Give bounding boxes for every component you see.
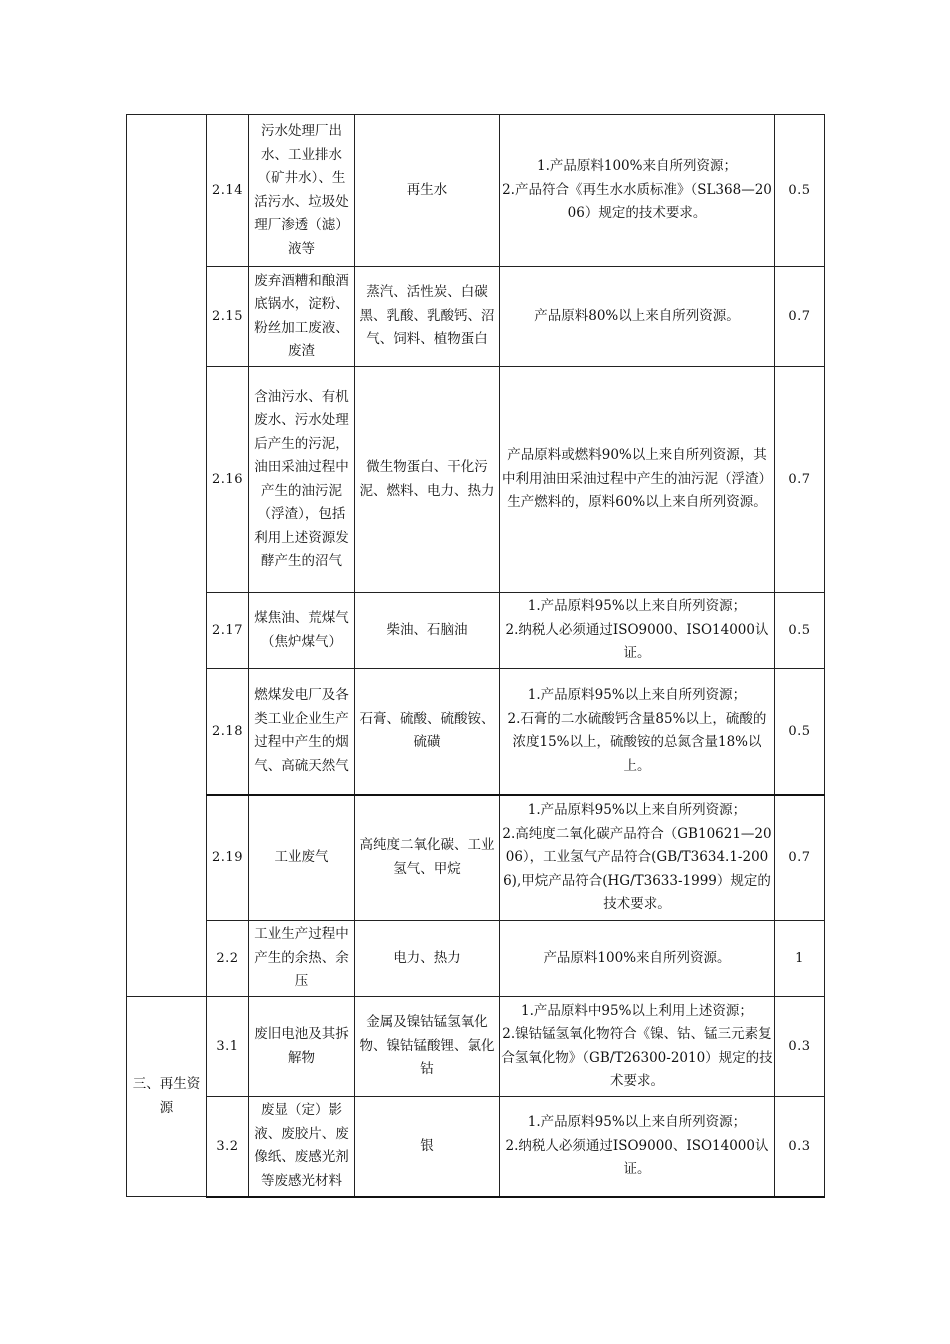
table-row [127, 997, 825, 1097]
resource-cell: 废弃酒糟和酿酒底锅水，淀粉、粉丝加工废液、废渣 [249, 267, 355, 367]
resource-cell: 工业废气 [249, 795, 355, 921]
item-code: 2.14 [207, 115, 249, 267]
requirement-line: 产品原料100%来自所列资源。 [543, 949, 731, 966]
product-cell: 银 [355, 1097, 500, 1197]
product-cell: 电力、热力 [355, 921, 500, 997]
category-cell [127, 115, 207, 997]
ratio-cell: 0.5 [775, 669, 825, 795]
requirement-line: 1.产品原料95%以上来自所列资源； [527, 802, 747, 818]
table-row [127, 921, 825, 997]
product-cell: 微生物蛋白、干化污泥、燃料、电力、热力 [355, 367, 500, 593]
ratio-cell: 1 [775, 921, 825, 997]
requirement-cell [500, 1097, 775, 1197]
requirement-cell [500, 267, 775, 367]
ratio-cell: 0.7 [775, 367, 825, 593]
table-row [127, 367, 825, 593]
resource-cell: 废显（定）影液、废胶片、废像纸、废感光剂等废感光材料 [249, 1097, 355, 1197]
table-row [127, 669, 825, 795]
item-code: 2.18 [207, 669, 249, 795]
ratio-cell: 0.5 [775, 593, 825, 669]
item-code: 3.1 [207, 997, 249, 1097]
requirement-line: 2.高纯度二氧化碳产品符合（GB10621—2006），工业氢气产品符合(GB/T3634.1-2006),甲烷产品符合(HG/T3633-1999）规定的技术要求。 [502, 825, 772, 912]
ratio-cell: 0.3 [775, 1097, 825, 1197]
resource-table [126, 114, 825, 1198]
requirement-line: 产品原料或燃料90%以上来自所列资源，其中利用油田采油过程中产生的油污泥（浮渣）生产燃料的，原料60%以上来自所列资源。 [502, 447, 772, 511]
item-code: 2.15 [207, 267, 249, 367]
item-code: 3.2 [207, 1097, 249, 1197]
resource-cell: 燃煤发电厂及各类工业企业生产过程中产生的烟气、高硫天然气 [249, 669, 355, 795]
ratio-cell: 0.5 [775, 115, 825, 267]
requirement-cell [500, 921, 775, 997]
resource-cell: 废旧电池及其拆解物 [249, 997, 355, 1097]
requirement-cell [500, 367, 775, 593]
requirement-cell [500, 795, 775, 921]
product-cell: 金属及镍钴锰氢氧化物、镍钴锰酸锂、氯化钴 [355, 997, 500, 1097]
requirement-line: 2.纳税人必须通过ISO9000、ISO14000认证。 [505, 621, 769, 662]
ratio-cell: 0.7 [775, 267, 825, 367]
product-cell: 石膏、硫酸、硫酸铵、硫磺 [355, 669, 500, 795]
item-code: 2.19 [207, 795, 249, 921]
ratio-cell: 0.3 [775, 997, 825, 1097]
requirement-line: 1.产品原料100%来自所列资源； [537, 158, 737, 175]
requirement-cell [500, 115, 775, 267]
item-code: 2.16 [207, 367, 249, 593]
requirement-cell [500, 593, 775, 669]
item-code: 2.17 [207, 593, 249, 669]
requirement-line: 2.纳税人必须通过ISO9000、ISO14000认证。 [505, 1137, 769, 1177]
resource-cell: 污水处理厂出水、工业排水（矿井水）、生活污水、垃圾处理厂渗透（滤）液等 [249, 115, 355, 267]
table-row [127, 115, 825, 267]
product-cell: 蒸汽、活性炭、白碳黑、乳酸、乳酸钙、沼气、饲料、植物蛋白 [355, 267, 500, 367]
category-cell: 三、再生资源 [127, 997, 207, 1197]
table-row [127, 593, 825, 669]
requirement-line: 1.产品原料95%以上来自所列资源； [527, 1114, 747, 1130]
product-cell: 柴油、石脑油 [355, 593, 500, 669]
resource-cell: 含油污水、有机废水、污水处理后产生的污泥，油田采油过程中产生的油污泥（浮渣），包括利用上述资源发酵产生的沼气 [249, 367, 355, 593]
table-row [127, 1097, 825, 1197]
requirement-cell [500, 997, 775, 1097]
requirement-line: 2.石膏的二水硫酸钙含量85%以上，硫酸的浓度15%以上，硫酸铵的总氮含量18%以上。 [507, 710, 767, 774]
product-cell: 高纯度二氧化碳、工业氢气、甲烷 [355, 795, 500, 921]
product-cell: 再生水 [355, 115, 500, 267]
requirement-line: 2.镍钴锰氢氧化物符合《镍、钴、锰三元素复合氢氧化物》（GB/T26300-2010）规定的技术要求。 [501, 1026, 773, 1089]
requirement-cell [500, 669, 775, 795]
table-row [127, 795, 825, 921]
requirement-line: 1.产品原料95%以上来自所列资源； [527, 687, 747, 704]
requirement-line: 产品原料80%以上来自所列资源。 [534, 307, 740, 324]
requirement-line: 2.产品符合《再生水水质标准》（SL368—2006）规定的技术要求。 [502, 181, 772, 222]
requirement-line: 1.产品原料中95%以上利用上述资源； [521, 1002, 753, 1019]
table-row [127, 267, 825, 367]
resource-cell: 煤焦油、荒煤气（焦炉煤气） [249, 593, 355, 669]
requirement-line: 1.产品原料95%以上来自所列资源； [527, 598, 747, 615]
item-code: 2.2 [207, 921, 249, 997]
resource-cell: 工业生产过程中产生的余热、余压 [249, 921, 355, 997]
ratio-cell: 0.7 [775, 795, 825, 921]
